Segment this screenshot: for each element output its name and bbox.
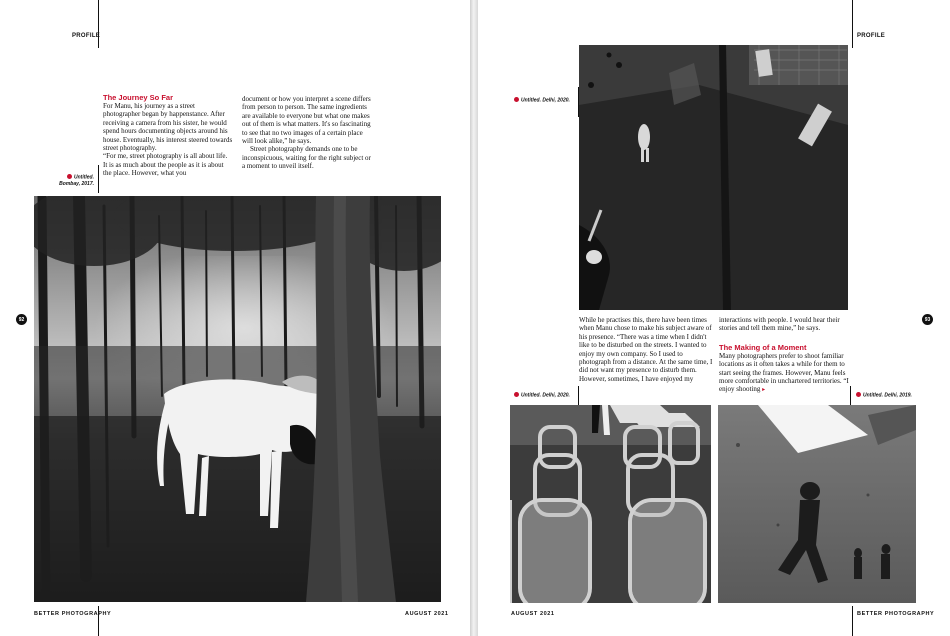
- page-number-right: 93: [922, 314, 933, 325]
- caption-marker-icon: [67, 174, 72, 179]
- header-rule-right: [852, 0, 853, 48]
- left-article-column-1: [103, 93, 233, 178]
- paragraph: document or how you interpret a scene differs from person to person. The same ingredients are available to everyone but what one makes out of them is what matters. It's so fascinating to see that no two images of a certain place will look alike,” he says.: [242, 95, 371, 146]
- caption-marker-icon: [856, 392, 861, 397]
- footer-rule-right: [852, 606, 853, 636]
- left-page: [0, 0, 470, 636]
- paragraph-text: Many photographers prefer to shoot familiar locations as it often takes a while for them to start seeing the frames. However, Manu feels more comfortable in unchartered territories. “I enjoy shooting: [719, 351, 849, 394]
- photo-shadows: [718, 405, 916, 603]
- paragraph: [719, 352, 849, 395]
- paragraph: “For me, street photography is all about life. It is as much about the people as it is about the place. However, what you: [103, 152, 228, 178]
- footer-magazine-name-right: BETTER PHOTOGRAPHY: [857, 611, 935, 617]
- section-label-left: PROFILE: [72, 33, 101, 39]
- section-subhead: The Journey So Far: [103, 93, 174, 102]
- photo-chairs: [510, 405, 711, 603]
- caption-rule-shadows: [850, 386, 851, 406]
- chairs-illustration: [510, 405, 711, 603]
- right-article-column-2: [719, 316, 849, 395]
- caption-text: Untitled. Delhi, 2020.: [521, 392, 570, 399]
- caption-place: Bombay, 2017.: [59, 181, 94, 187]
- right-page: [478, 0, 950, 636]
- photo-caption-street-top: [514, 97, 570, 104]
- footer-date-left: AUGUST 2021: [405, 611, 449, 617]
- footer-magazine-name-left: BETTER PHOTOGRAPHY: [34, 611, 112, 617]
- photo-caption-chairs: [514, 392, 570, 399]
- section-subhead: The Making of a Moment: [719, 342, 807, 352]
- caption-text: Untitled. Delhi, 2019.: [863, 392, 912, 399]
- paragraph: interactions with people. I would hear their stories and tell them mine,” he says.: [719, 316, 840, 333]
- section-label-right: PROFILE: [857, 33, 886, 39]
- caption-marker-icon: [514, 392, 519, 397]
- header-rule-left: [98, 0, 99, 48]
- left-article-column-2: [242, 95, 374, 171]
- caption-title: Untitled.: [74, 174, 94, 181]
- paragraph: Street photography demands one to be inconspicuous, waiting for the right subject or a moment to unveil itself.: [242, 145, 371, 171]
- caption-marker-icon: [514, 97, 519, 102]
- spine-gutter: [470, 0, 478, 636]
- right-article-column-1: [579, 316, 713, 383]
- street-overhead-illustration: [579, 45, 848, 310]
- paragraph: While he practises this, there have been times when Manu chose to make his subject aware of his presence. “There was a time when I didn't like to be disturbed on the streets. I wanted to enjoy my own company. So I used to photograph from a distance. At the same time, I did not want my presence to disturb them. However, sometimes, I have enjoyed my: [579, 316, 713, 383]
- caption-rule-horse: [98, 165, 99, 193]
- photo-caption-shadows: [856, 392, 912, 399]
- caption-text: Untitled. Delhi, 2020.: [521, 97, 570, 104]
- shadows-illustration: [718, 405, 916, 603]
- caption-rule-chairs: [578, 386, 579, 406]
- paragraph: For Manu, his journey as a street photographer began by happenstance. After receiving a camera from his sister, he would spend hours documenting objects around his house. Eventually, his interest steered towards street photography.: [103, 102, 233, 153]
- photo-horse-forest: [34, 196, 441, 602]
- horse-forest-illustration: [34, 196, 441, 602]
- photo-caption-horse: [56, 174, 94, 188]
- page-number-left: 92: [16, 314, 27, 325]
- photo-street-overhead: [579, 45, 848, 310]
- continue-arrow-icon: ▸: [762, 387, 766, 394]
- footer-date-right: AUGUST 2021: [511, 611, 555, 617]
